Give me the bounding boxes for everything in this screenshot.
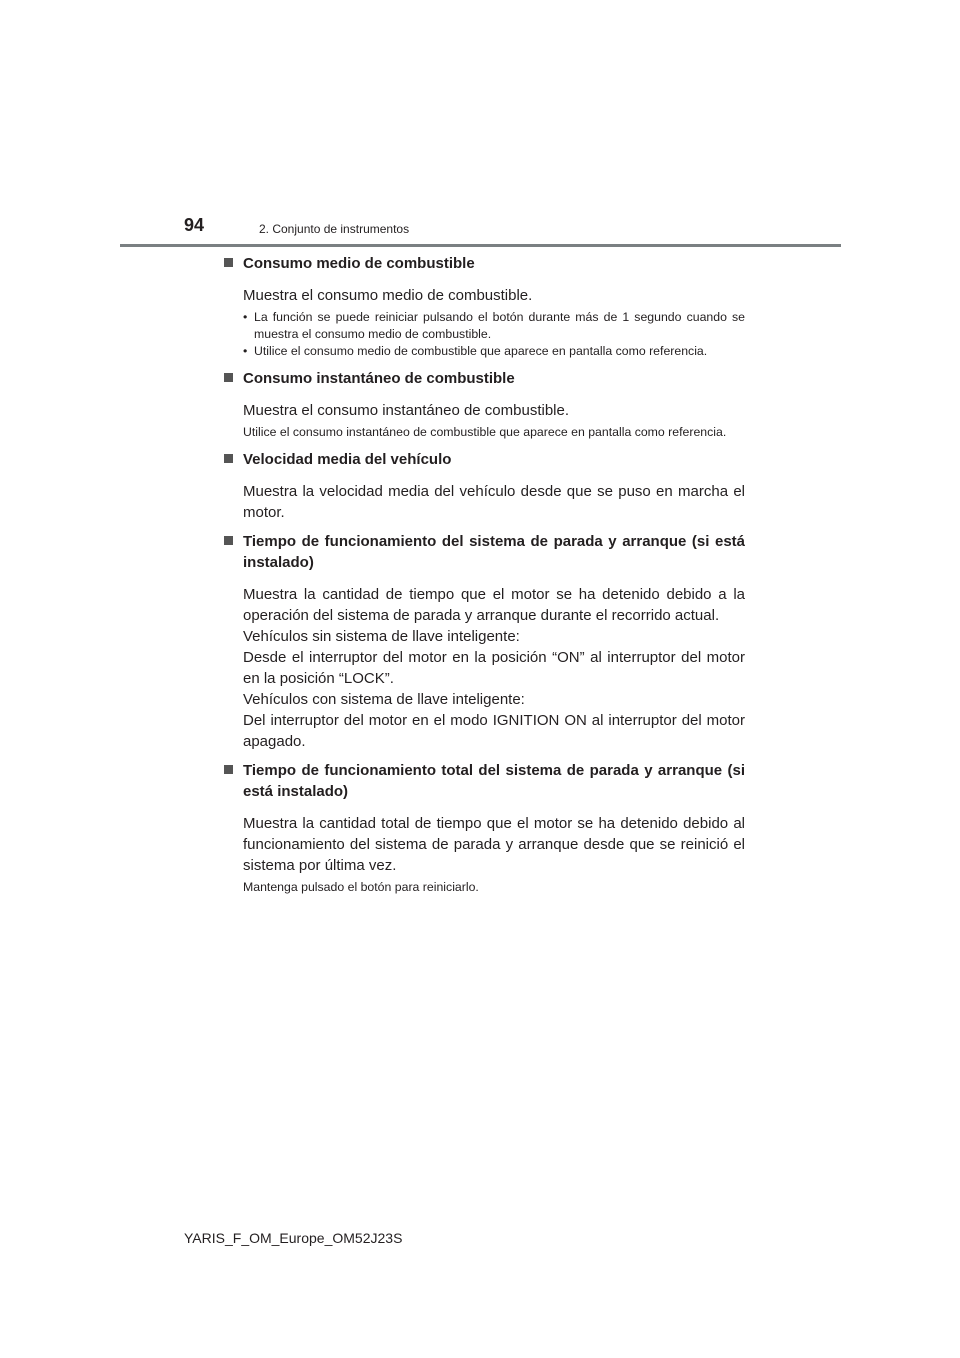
content — [224, 253, 745, 896]
square-bullet-icon — [224, 765, 233, 774]
body-text: Muestra el consumo instantáneo de combustible. — [243, 402, 570, 419]
item-heading-consumo-instantaneo: Consumo instantáneo de combustible — [224, 368, 745, 389]
body-text: Muestra la cantidad total de tiempo que el motor se ha detenido debido al funcionamiento del sistema de parada y arranque desde que se reinició el sistema por última vez. — [243, 815, 745, 874]
body-text: Muestra la velocidad media del vehículo desde que se puso en marcha el motor. — [243, 483, 745, 521]
body-text: Muestra el consumo medio de combustible. — [243, 287, 533, 304]
square-bullet-icon — [224, 536, 233, 545]
body-text: Del interruptor del motor en el modo IGNITION ON al interruptor del motor apagado. — [243, 712, 745, 750]
body-text: Desde el interruptor del motor en la posición “ON” al interruptor del motor en la posición “LOCK”. — [243, 649, 745, 687]
section-title: 2. Conjunto de instrumentos — [259, 222, 410, 236]
item-heading-tiempo-funcionamiento-total: Tiempo de funcionamiento total del sistema de parada y arranque (si está instalado) — [224, 760, 745, 802]
square-bullet-icon — [224, 258, 233, 267]
body-text: Vehículos sin sistema de llave inteligente: — [243, 628, 520, 645]
note-text: Mantenga pulsado el botón para reiniciarlo. — [243, 880, 479, 894]
item-heading-tiempo-funcionamiento: Tiempo de funcionamiento del sistema de parada y arranque (si está instalado) — [224, 531, 745, 573]
item-heading-consumo-medio: Consumo medio de combustible — [224, 253, 745, 274]
bullet-dot-icon: • — [243, 310, 248, 324]
square-bullet-icon — [224, 373, 233, 382]
body-text: Muestra la cantidad de tiempo que el motor se ha detenido debido a la operación del sistema de parada y arranque durante el recorrido actual. — [243, 586, 745, 624]
bullet-dot-icon: • — [243, 344, 248, 358]
list-item: • Utilice el consumo medio de combustible que aparece en pantalla como referencia. — [243, 344, 708, 358]
bullet-list — [243, 309, 745, 360]
list-item: • La función se puede reiniciar pulsando el botón durante más de 1 segundo cuando se muestra el consumo medio de combustible. — [243, 310, 745, 341]
square-bullet-icon — [224, 454, 233, 463]
body-text: Vehículos con sistema de llave inteligente: — [243, 691, 525, 708]
footer-doc-code: YARIS_F_OM_Europe_OM52J23S — [184, 1230, 403, 1246]
note-text: Utilice el consumo instantáneo de combustible que aparece en pantalla como referencia. — [243, 425, 727, 439]
item-heading-velocidad-media: Velocidad media del vehículo — [224, 449, 745, 470]
page-number: 94 — [184, 215, 205, 235]
header-rule — [120, 244, 841, 247]
